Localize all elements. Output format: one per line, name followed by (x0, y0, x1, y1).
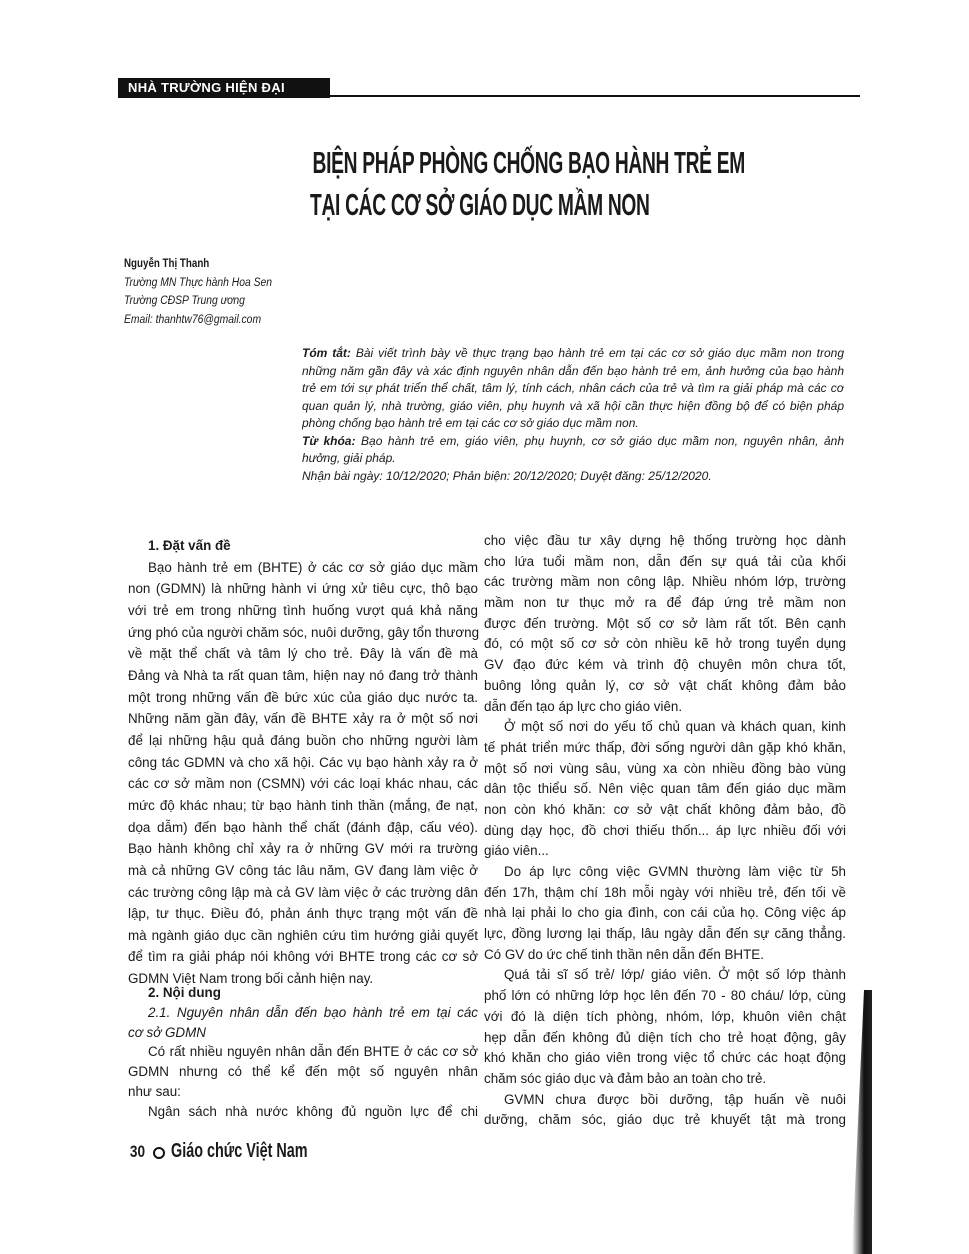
text-line: giáo viên... (484, 843, 549, 859)
right-column (484, 531, 846, 1131)
title-text: TẠI CÁC CƠ SỞ GIÁO DỤC MẦM NON (310, 187, 650, 222)
text-line: Đảng và Nhà ta rất quan tâm, hiện nay nó đang trở thành (128, 667, 478, 683)
paragraph (484, 1090, 846, 1131)
text-line: ứng phó của người chăm sóc, nuôi dưỡng, gây tổn thương (128, 624, 480, 640)
text-line: về mặt thể chất và tâm lý cho trẻ. Đây là vấn đề mà (128, 646, 478, 662)
text-line: mà ngành giáo dục cần nghiên cứu tìm hướng giải quyết (128, 927, 478, 943)
text-line: GDMN nhưng có thể kể đến một số nguyên nhân (128, 1064, 478, 1080)
author-block (124, 255, 289, 329)
section-label: NHÀ TRƯỜNG HIỆN ĐẠI (118, 78, 330, 98)
text-line: mức độ khác nhau; từ bạo hành tinh thần (mắng, đe nạt, (128, 797, 478, 813)
left-column-lower (128, 983, 478, 1122)
text-line: mà cả những GV công tác lâu năm, GV đang làm việc ở (128, 862, 478, 878)
subheading: cơ sở GDMN (128, 1024, 206, 1040)
text-line: khó khăn cho giáo viên trong việc tổ chức các hoạt động (484, 1050, 846, 1066)
paragraph (484, 531, 846, 717)
text-line: Quá tải sĩ số trẻ/ lớp/ giáo viên. Ở một số lớp thành (504, 967, 846, 983)
heading-content: 2. Nội dung (148, 985, 221, 1000)
text-line: mầm non tư thục mở ra để đáp ứng trẻ mầm non (484, 595, 846, 611)
page-footer (128, 1140, 361, 1163)
text-line: tế phát triển mức thấp, đời sống người dân gặp khó khăn, (484, 739, 846, 755)
abstract-line: phòng chống bạo hành trẻ em tại các cơ sở giáo dục mầm non. (302, 416, 639, 430)
text-line: như sau: (128, 1083, 181, 1099)
subheading: 2.1. Nguyên nhân dẫn đến bạo hành trẻ em tại các (148, 1004, 478, 1020)
text-line: một số nơi vùng sâu, vùng xa còn nhiều đồng bào vùng (484, 760, 846, 776)
scan-edge-shadow (852, 990, 872, 1254)
author-affiliation: Trường CĐSP Trung ương (124, 295, 245, 307)
author-affiliation: Trường MN Thực hành Hoa Sen (124, 276, 273, 289)
text-line: dưỡng, chăm sóc, giáo dục trẻ khuyết tật mà trong (484, 1112, 846, 1128)
text-line: Ở một số nơi do yếu tố chủ quan và khách quan, kinh (504, 719, 846, 735)
text-line: để tìm ra giải pháp nói không với BHTE trong các cơ sở (128, 949, 478, 965)
article-title-line-1 (180, 146, 780, 180)
article-title-line-2 (180, 188, 780, 222)
paragraph (128, 557, 478, 990)
text-line: lập, tư thục. Điều đó, phản ánh thực trạng một vấn đề (128, 906, 478, 922)
text-line: Có rất nhiều nguyên nhân dẫn đến BHTE ở các cơ sở (148, 1044, 478, 1060)
paragraph (128, 1102, 478, 1122)
text-line: Những năm gần đây, vấn đề BHTE xảy ra ở một số nơi (128, 711, 478, 727)
text-line: non (GDMN) là những hành vi ứng xử tiêu cực, thô bạo (128, 581, 478, 597)
text-line: với trẻ em trong những tình huống vượt quá khả năng (128, 602, 478, 618)
author-email: Email: thanhtw76@gmail.com (124, 313, 262, 326)
abstract-line: Bài viết trình bày về thực trạng bạo hành trẻ em tại các cơ sở giáo dục mầm non trong (355, 346, 844, 360)
received-dates: Nhận bài ngày: 10/12/2020; Phản biện: 20/12/2020; Duyệt đăng: 25/12/2020. (302, 468, 712, 483)
text-line: buông lỏng quản lý, cơ sở vật chất không đảm bảo (484, 677, 846, 693)
text-line: Bạo hành trẻ em (BHTE) ở các cơ sở giáo dục mầm (148, 559, 478, 575)
author-name: Nguyễn Thị Thanh (124, 258, 210, 270)
text-line: Bạo hành không chỉ xảy ra ở những GV mới ra trường (128, 841, 478, 857)
section-rule (330, 95, 860, 97)
text-line: Do áp lực công việc GVMN thường làm việc từ 5h (504, 864, 846, 879)
text-line: GVMN chưa được bồi dưỡng, tập huấn về nuôi (504, 1091, 846, 1107)
text-line: các trường mầm non công lập. Nhiều nhóm lớp, trường (484, 574, 846, 590)
paragraph (484, 862, 846, 965)
text-line: dẫn đến tạo áp lực cho giáo viên. (484, 698, 683, 714)
text-line: GDMN Việt Nam trong bối cảnh hiện nay. (128, 971, 374, 987)
abstract (302, 345, 844, 485)
text-line: một trong những vấn đề bức xúc của giáo dục nước ta. (128, 689, 478, 705)
text-line: dùng dạy học, đồ chơi thiếu thốn... áp lực nhiều đối với (484, 822, 846, 838)
abstract-line: trẻ em tới sự phát triển thể chất, tâm lý, tính cách, nhân cách của trẻ và tìm ra giải pháp mà các cơ (302, 381, 844, 395)
text-line: dọa dẫm) đến bạo hành thể chất (đánh đập, cấu véo). (128, 819, 478, 835)
text-line: phố lớn có những lớp học lên đến 70 - 80 cháu/ lớp, cùng (484, 988, 846, 1004)
paragraph (484, 965, 846, 1089)
text-line: công tác GDMN và cho xã hội. Các vụ bạo hành xảy ra ở (128, 754, 478, 770)
text-line: dân tộc thiểu số. Nên việc quan tâm đến giáo dục mầm (484, 781, 846, 797)
magazine-name: Giáo chức Việt Nam (170, 1140, 308, 1162)
abstract-label: Tóm tắt: (302, 346, 351, 360)
text-line: cho việc đầu tư xây dựng hệ thống trường học dành (484, 533, 846, 548)
keywords-label: Từ khóa: (302, 433, 356, 448)
page-number: 30 (129, 1142, 146, 1161)
text-line: Có GV do ức chế tinh thần nên dẫn đến BHTE. (484, 946, 764, 962)
text-line: đó, có một số cơ sở còn nhiều kẽ hở trong tuyển dụng (484, 636, 846, 652)
title-text: BIỆN PHÁP PHÒNG CHỐNG BẠO HÀNH TRẺ EM (312, 145, 745, 180)
text-line: lực, đồng lương lại thấp, lâu ngày dẫn đến sự căng thẳng. (484, 926, 846, 942)
text-line: được đến trường. Một số cơ sở làm rất tốt. Bên cạnh (484, 615, 846, 631)
text-line: non còn khó khăn: cơ sở vật chất không đảm bảo, đồ (484, 801, 846, 817)
keywords-line: Bạo hành trẻ em, giáo viên, phụ huynh, cơ sở giáo dục mầm non, nguyên nhân, ảnh (361, 433, 844, 448)
text-line: GV đạo đức kém và trình độ chuyên môn chưa tốt, (484, 657, 846, 673)
left-column (128, 535, 478, 990)
text-line: Ngân sách nhà nước không đủ nguồn lực để chi (148, 1103, 478, 1119)
text-line: cho lứa tuổi mầm non, dẫn đến sự quá tải của khối (484, 553, 846, 569)
text-line: để lại những hậu quả đáng buồn cho những người làm (128, 732, 478, 748)
text-line: với đó là diện tích phòng, nhóm, lớp, khuôn viên chật (484, 1008, 846, 1024)
abstract-line: quan quản lý, nhà trường, giáo viên, phụ huynh và xã hội cần thực hiện đồng bộ để có biện pháp (302, 398, 844, 413)
text-line: chăm sóc giáo dục và đảm bảo an toàn cho trẻ. (484, 1070, 767, 1086)
text-line: các cơ sở mầm non (CSMN) với các loại khác nhau, các (128, 776, 478, 792)
paragraph (128, 1042, 478, 1101)
text-line: nhà lại phải lo cho gia đình, con cái của họ. Công việc áp (484, 905, 846, 921)
text-line: các trường công lập mà cả GV làm việc ở các trường dân (128, 884, 478, 900)
text-line: đến 17h, thậm chí 18h mỗi ngày với nhiều trẻ, đến tối về (484, 884, 846, 900)
heading-introduction: 1. Đặt vấn đề (148, 538, 231, 553)
abstract-line: những năm gần đây và xác định nguyên nhân dẫn đến bạo hành trẻ em, ảnh hưởng của bạo hành (302, 363, 844, 378)
circle-bullet-icon (153, 1147, 165, 1159)
paragraph (484, 717, 846, 862)
keywords-line: hưởng, giải pháp. (302, 451, 396, 465)
text-line: hẹp dẫn đến không đủ diện tích cho trẻ hoạt động, gây (484, 1029, 846, 1045)
